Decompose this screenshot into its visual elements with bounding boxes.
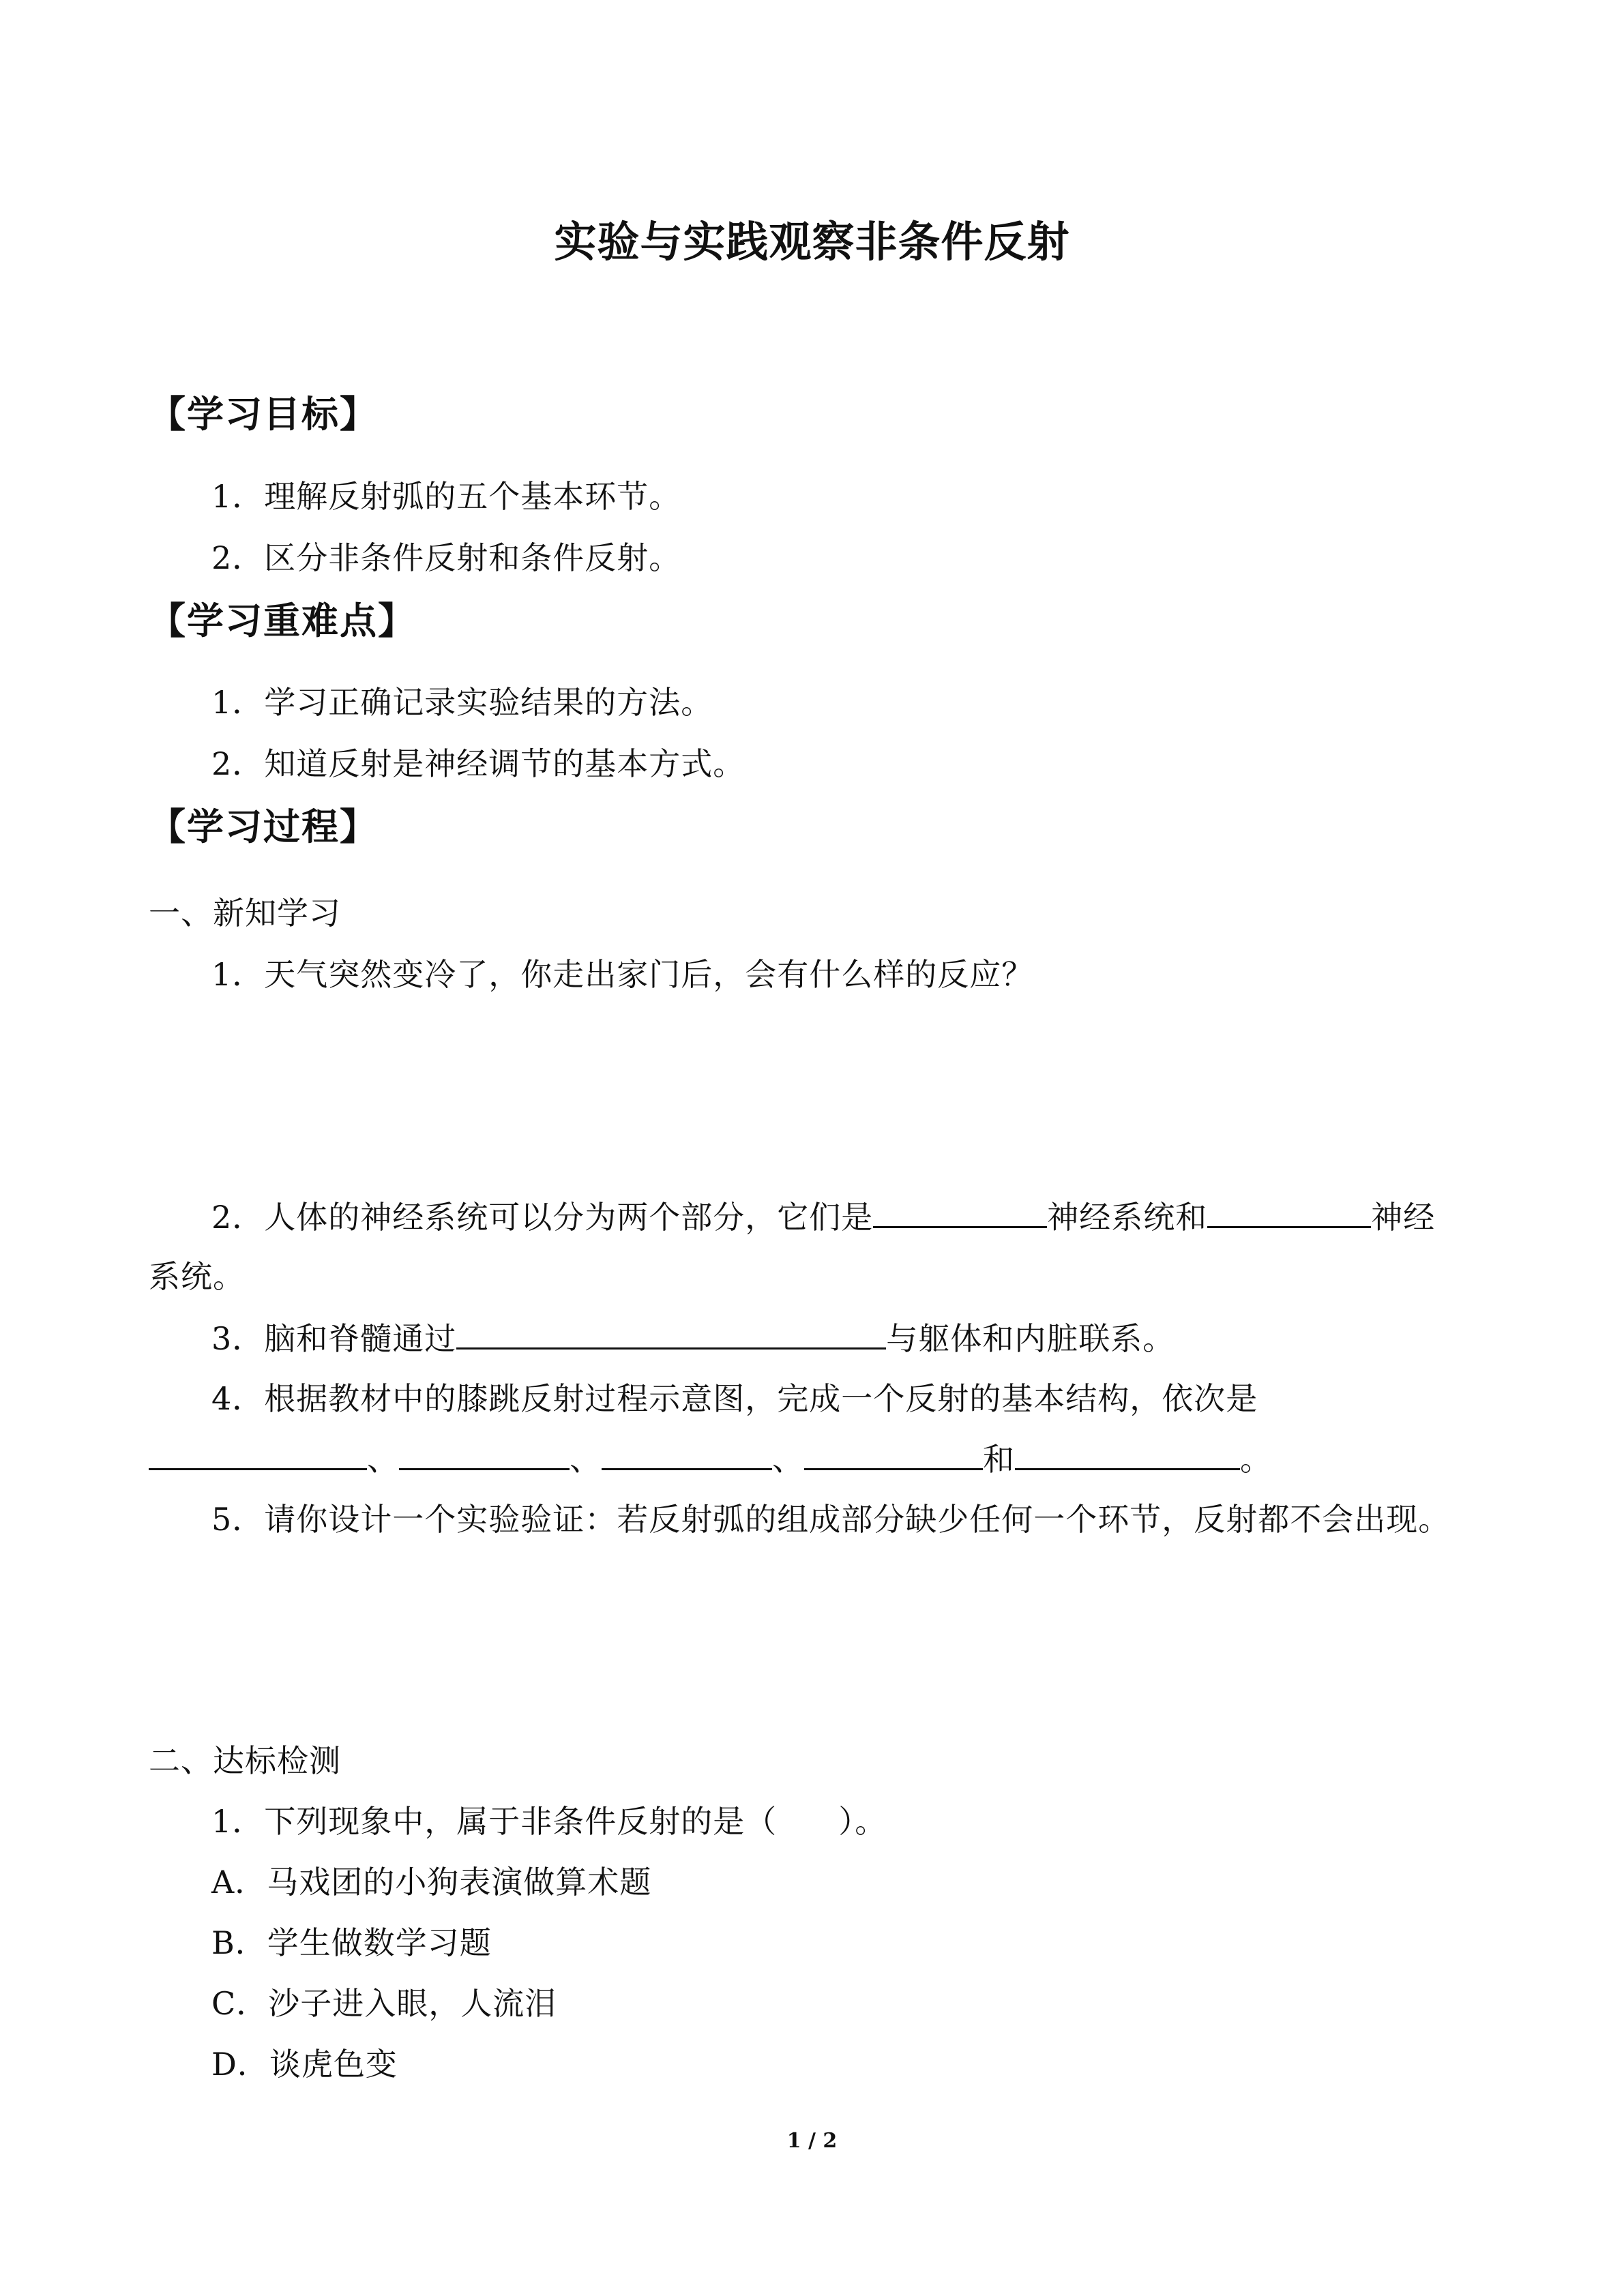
question-1: 1．天气突然变冷了，你走出家门后，会有什么样的反应？ [211, 956, 1034, 993]
answer-blank [1015, 1434, 1240, 1470]
quiz-option-c: C．沙子进入眼，人流泪 [211, 1985, 557, 2022]
answer-blank [873, 1192, 1047, 1228]
goals-heading: 【学习目标】 [149, 393, 378, 436]
answer-blank [1207, 1192, 1371, 1228]
question-2-continued: 系统。 [149, 1258, 245, 1295]
process-heading: 【学习过程】 [149, 805, 378, 848]
answer-blank [149, 1434, 367, 1470]
quiz-option-b: B．学生做数学习题 [211, 1924, 492, 1961]
answer-blank [456, 1313, 886, 1350]
question-5: 5．请你设计一个实验验证：若反射弧的组成部分缺少任何一个环节，反射都不会出现。 [211, 1501, 1451, 1538]
answer-blank [399, 1434, 570, 1470]
goal-item-1: 1．理解反射弧的五个基本环节。 [211, 478, 681, 515]
quiz-option-d: D．谈虎色变 [211, 2046, 398, 2083]
question-2: 2．人体的神经系统可以分为两个部分，它们是 神经系统和 神经 [211, 1192, 1435, 1238]
key-point-item-1: 1．学习正确记录实验结果的方法。 [211, 684, 713, 721]
page-title: 实验与实践观察非条件反射 [554, 217, 1070, 267]
page-number: 1 / 2 [786, 2129, 838, 2153]
question-3: 3．脑和脊髓通过 与躯体和内脏联系。 [211, 1313, 1175, 1359]
quiz-option-a: A．马戏团的小狗表演做算术题 [211, 1864, 652, 1900]
question-4-blanks: 、 、 、 和 。 [149, 1434, 1272, 1480]
quiz-question-1: 1．下列现象中，属于非条件反射的是（ ）。 [211, 1803, 887, 1840]
key-point-item-2: 2．知道反射是神经调节的基本方式。 [211, 745, 745, 782]
part2-label: 二、达标检测 [149, 1742, 341, 1779]
key-points-heading: 【学习重难点】 [149, 599, 416, 642]
question-4: 4．根据教材中的膝跳反射过程示意图，完成一个反射的基本结构，依次是 [211, 1380, 1258, 1417]
goal-item-2: 2．区分非条件反射和条件反射。 [211, 539, 681, 576]
part1-label: 一、新知学习 [149, 895, 341, 931]
answer-blank [602, 1434, 772, 1470]
answer-blank [804, 1434, 983, 1470]
